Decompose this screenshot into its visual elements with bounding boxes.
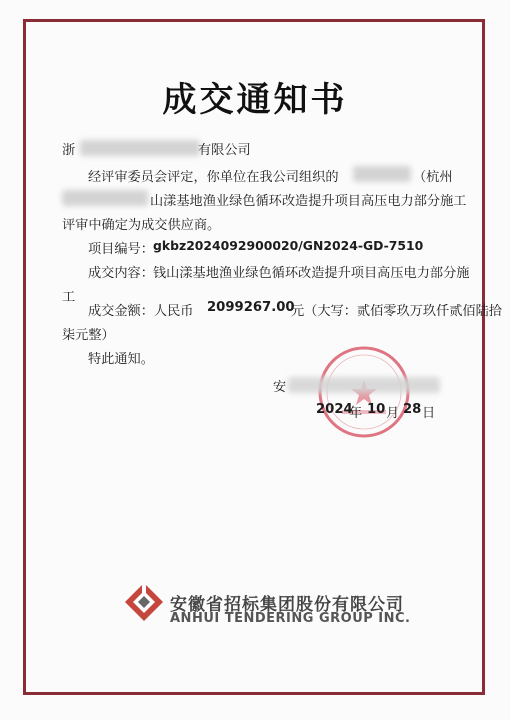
amount-line-2: 柒元整） bbox=[62, 328, 115, 343]
redacted-project-name bbox=[353, 166, 411, 182]
project-no-value: gkbz2024092900020/GN2024-GD-7510 bbox=[153, 238, 424, 253]
date-month: 10 bbox=[367, 402, 386, 417]
content-value-2: 工 bbox=[62, 290, 76, 305]
project-no-label: 项目编号： bbox=[88, 242, 154, 257]
date-year-unit: 年 bbox=[349, 406, 363, 421]
date-month-unit: 月 bbox=[386, 406, 400, 421]
addressee-end: 有限公司 bbox=[198, 143, 251, 158]
content-label: 成交内容： bbox=[88, 266, 154, 281]
date-year: 2024 bbox=[316, 402, 353, 417]
amount-value: 2099267.00 bbox=[207, 300, 295, 315]
body-line-3: 评审中确定为成交供应商。 bbox=[62, 218, 221, 233]
date-day-unit: 日 bbox=[422, 406, 436, 421]
redacted-project-name-2 bbox=[62, 190, 148, 206]
addressee-start: 浙 bbox=[62, 143, 76, 158]
company-name-cn: 安徽省招标集团股份有限公司 bbox=[170, 595, 404, 615]
document-title: 成交通知书 bbox=[162, 80, 348, 120]
body-line-1b: （杭州 bbox=[413, 170, 453, 185]
issuer-start: 安 bbox=[273, 380, 287, 395]
amount-unit: 元（大写：贰佰零玖万玖仟贰佰陆拾 bbox=[291, 304, 502, 319]
date-day: 28 bbox=[403, 402, 422, 417]
company-logo-icon bbox=[124, 582, 164, 622]
amount-label: 成交金额：人民币 bbox=[88, 304, 194, 319]
redacted-addressee bbox=[80, 140, 200, 156]
body-line-2: 山漾基地渔业绿色循环改造提升项目高压电力部分施工 bbox=[150, 194, 467, 209]
content-value-1: 钱山漾基地渔业绿色循环改造提升项目高压电力部分施 bbox=[153, 266, 470, 281]
body-line-1a: 经评审委员会评定，你单位在我公司组织的 bbox=[88, 170, 339, 185]
company-name-en: ANHUI TENDERING GROUP INC. bbox=[170, 611, 411, 626]
redacted-issuer bbox=[288, 377, 440, 393]
closing-text: 特此通知。 bbox=[88, 352, 154, 367]
